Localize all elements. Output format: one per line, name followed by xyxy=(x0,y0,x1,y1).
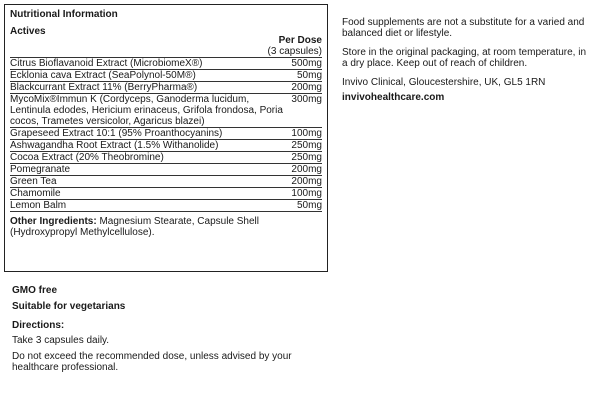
bottom-info xyxy=(12,285,332,381)
ingredient-name: Chamomile xyxy=(10,188,61,199)
ingredient-name: Pomegranate xyxy=(10,164,71,175)
ingredient-amount: 200mg xyxy=(291,176,322,187)
ingredient-row xyxy=(10,200,322,212)
ingredient-amount: 500mg xyxy=(291,58,322,69)
ingredient-amount: 200mg xyxy=(291,164,322,175)
storage-text: Store in the original packaging, at room temperature, in a dry place. Keep out of reach of children. xyxy=(342,47,587,69)
other-ingredients xyxy=(10,216,322,238)
directions-text: Take 3 capsules daily. xyxy=(12,335,110,346)
ingredient-amount: 300mg xyxy=(291,94,322,105)
ingredient-row xyxy=(10,164,322,176)
panel-title: Nutritional Information xyxy=(10,9,118,20)
ingredient-name: Ecklonia cava Extract (SeaPolynol-50M®) xyxy=(10,70,196,81)
ingredient-amount: 250mg xyxy=(291,152,322,163)
other-ingredients-text: Magnesium Stearate, Capsule Shell (Hydroxypropyl Methylcellulose). xyxy=(10,216,259,238)
vegetarian-text: Suitable for vegetarians xyxy=(12,301,126,312)
ingredient-row xyxy=(10,188,322,200)
ingredient-row xyxy=(10,82,322,94)
directions-label: Directions: xyxy=(12,320,65,331)
website-text: invivohealthcare.com xyxy=(342,92,445,103)
ingredient-row xyxy=(10,128,322,140)
ingredient-amount: 50mg xyxy=(296,200,322,211)
ingredient-amount: 200mg xyxy=(291,82,322,93)
dosage-warning: Do not exceed the recommended dose, unless advised by your healthcare professional. xyxy=(12,351,292,373)
ingredient-name: Grapeseed Extract 10:1 (95% Proanthocyanins) xyxy=(10,128,223,139)
ingredient-row xyxy=(10,58,322,70)
ingredient-row xyxy=(10,176,322,188)
per-dose-label: Per Dose xyxy=(278,35,322,46)
nutrition-panel xyxy=(4,4,328,272)
per-dose-sub: (3 capsules) xyxy=(267,46,322,57)
ingredient-row xyxy=(10,140,322,152)
ingredient-amount: 50mg xyxy=(296,70,322,81)
panel-header xyxy=(10,8,322,57)
info-column xyxy=(342,17,592,111)
disclaimer-text: Food supplements are not a substitute for a varied and balanced diet or lifestyle. xyxy=(342,17,585,39)
gmo-free-text: GMO free xyxy=(12,285,58,296)
ingredient-name: MycoMix®Immun K (Cordyceps, Ganoderma lucidum, Lentinula edodes, Hericium erinaceus, Grifola frondosa, Poria cocos, Trametes versicolor, Agaricus blazei) xyxy=(10,94,283,127)
ingredient-row xyxy=(10,94,322,128)
ingredient-name: Citrus Bioflavanoid Extract (MicrobiomeX®) xyxy=(10,58,203,69)
ingredient-name: Green Tea xyxy=(10,176,57,187)
ingredient-name: Lemon Balm xyxy=(10,200,67,211)
ingredient-row xyxy=(10,152,322,164)
ingredients-table xyxy=(10,57,322,212)
ingredient-name: Blackcurrant Extract 11% (BerryPharma®) xyxy=(10,82,198,93)
other-ingredients-label: Other Ingredients: xyxy=(10,216,97,227)
ingredient-name: Cocoa Extract (20% Theobromine) xyxy=(10,152,164,163)
ingredient-row xyxy=(10,70,322,82)
ingredient-name: Ashwagandha Root Extract (1.5% Withanolide) xyxy=(10,140,219,151)
ingredient-amount: 250mg xyxy=(291,140,322,151)
ingredient-amount: 100mg xyxy=(291,128,322,139)
ingredient-amount: 100mg xyxy=(291,188,322,199)
actives-label: Actives xyxy=(10,26,46,37)
address-text: Invivo Clinical, Gloucestershire, UK, GL5 1RN xyxy=(342,77,546,88)
